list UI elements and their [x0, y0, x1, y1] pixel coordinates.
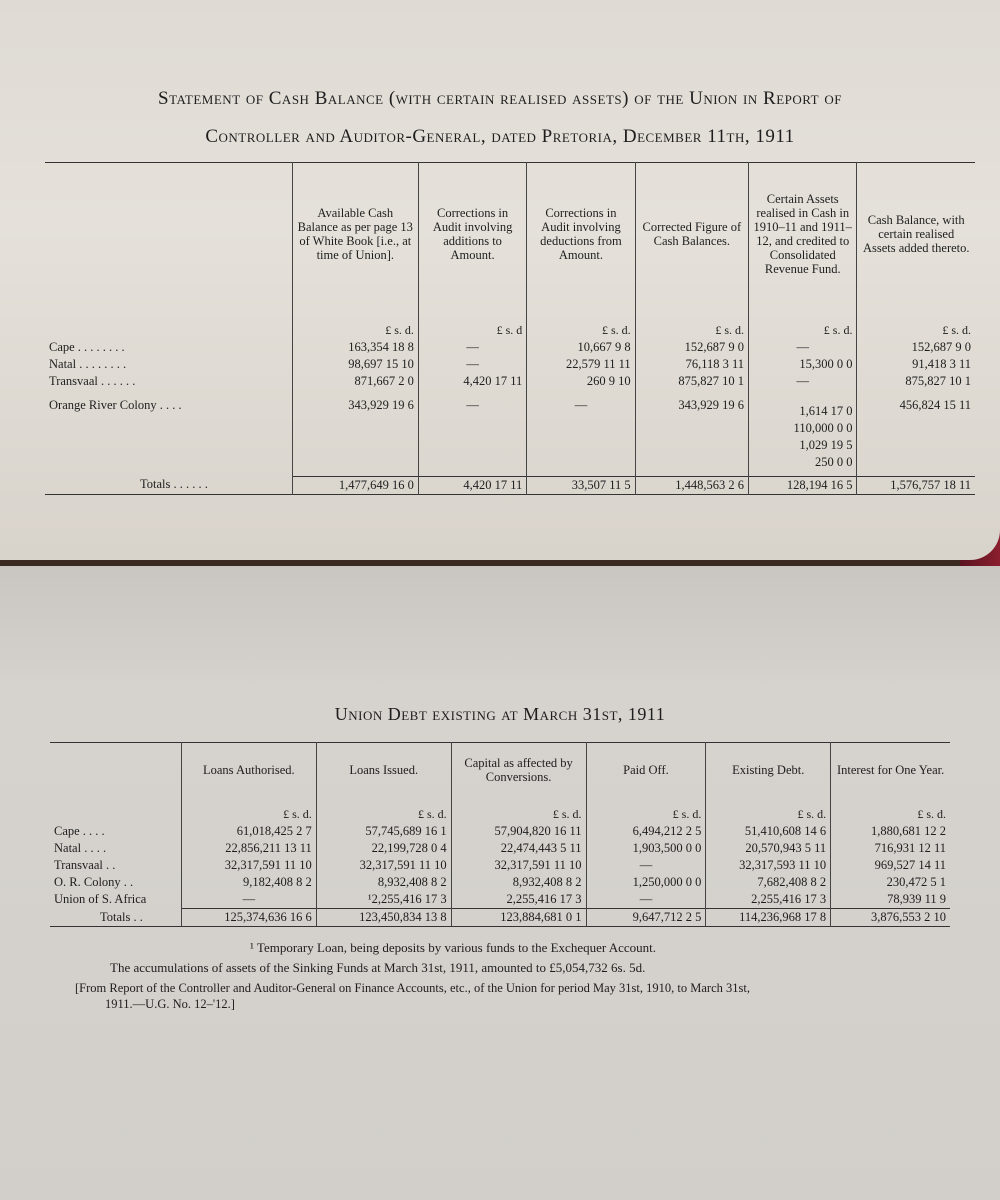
table-cell: —	[586, 857, 706, 874]
table-cell: ¹2,255,416 17 3	[316, 891, 451, 909]
row-label-transvaal: Transvaal . . . . . .	[49, 374, 136, 388]
table-cell: 1,029 19 5	[749, 437, 857, 454]
row-label-cape: Cape . . . .	[54, 824, 105, 838]
cash-table-header-row	[45, 163, 975, 306]
header-loans-authorised: Loans Authorised.	[181, 743, 316, 798]
row-label-natal: Natal . . . .	[54, 841, 107, 855]
table-cell: 20,570,943 5 11	[706, 840, 831, 857]
table-cell: —	[418, 339, 526, 356]
table-cell: 8,932,408 8 2	[316, 874, 451, 891]
table-row	[50, 857, 950, 874]
table-cell: 32,317,591 11 10	[451, 857, 586, 874]
total-cell: 1,576,757 18 11	[857, 476, 975, 494]
unit-label: £ s. d.	[292, 305, 418, 339]
table-row	[50, 823, 950, 840]
table-cell: 260 9 10	[527, 373, 635, 390]
total-cell: 123,450,834 13 8	[316, 909, 451, 927]
table-cell: —	[418, 356, 526, 373]
totals-label: Totals . . . . . .	[140, 477, 208, 492]
footnote-sinking-funds: The accumulations of assets of the Sinking Funds at March 31st, 1911, amounted to £5,054,732 6s. 5d.	[110, 960, 646, 975]
total-cell: 33,507 11 5	[527, 476, 635, 494]
table-cell: 32,317,591 11 10	[181, 857, 316, 874]
table-cell: 32,317,593 11 10	[706, 857, 831, 874]
unit-label: £ s. d.	[706, 797, 831, 823]
table-cell: 10,667 9 8	[527, 339, 635, 356]
upper-page	[0, 0, 1000, 560]
row-label-transvaal: Transvaal . .	[54, 858, 116, 872]
table-cell: 7,682,408 8 2	[706, 874, 831, 891]
table-cell: 2,255,416 17 3	[706, 891, 831, 909]
header-certain-assets: Certain Assets realised in Cash in 1910–11 and 1911–12, and credited to Consolidated Revenue Fund.	[749, 163, 857, 306]
lower-page	[0, 566, 1000, 1200]
table-cell: —	[527, 390, 635, 420]
table-cell: —	[181, 891, 316, 909]
table-cell: 57,904,820 16 11	[451, 823, 586, 840]
table-row	[50, 874, 950, 891]
unit-label: £ s. d.	[316, 797, 451, 823]
table-cell: 51,410,608 14 6	[706, 823, 831, 840]
header-corrected-figure: Corrected Figure of Cash Balances.	[635, 163, 748, 306]
total-cell: 9,647,712 2 5	[586, 909, 706, 927]
footnote-source: [From Report of the Controller and Auditor-General on Finance Accounts, etc., of the Union for period May 31st, 1910, to March 31st,	[75, 981, 750, 995]
table-cell: 2,255,416 17 3	[451, 891, 586, 909]
cash-balance-table	[45, 162, 975, 495]
table-cell: 91,418 3 11	[857, 356, 975, 373]
table-cell: 22,474,443 5 11	[451, 840, 586, 857]
table-cell: 456,824 15 11	[857, 390, 975, 420]
table-cell: 22,856,211 13 11	[181, 840, 316, 857]
header-available-cash: Available Cash Balance as per page 13 of White Book [i.e., at time of Union].	[292, 163, 418, 306]
table-cell: 110,000 0 0	[749, 420, 857, 437]
union-debt-table	[50, 742, 950, 927]
table-cell: 32,317,591 11 10	[316, 857, 451, 874]
total-cell: 1,448,563 2 6	[635, 476, 748, 494]
union-debt-title: Union Debt existing at March 31st, 1911	[334, 704, 666, 724]
debt-table-header-row	[50, 743, 950, 798]
total-cell: 125,374,636 16 6	[181, 909, 316, 927]
table-cell: 22,579 11 11	[527, 356, 635, 373]
table-row	[45, 339, 975, 356]
row-label-or-colony: O. R. Colony . .	[54, 875, 134, 889]
row-label-union-of-s-africa: Union of S. Africa	[54, 892, 147, 907]
debt-units-row	[50, 797, 950, 823]
table-cell: —	[749, 373, 857, 390]
table-row	[50, 840, 950, 857]
table-cell: —	[586, 891, 706, 909]
header-cash-balance-with-assets: Cash Balance, with certain realised Assets added thereto.	[857, 163, 975, 306]
table-row	[50, 891, 950, 909]
table-cell: 98,697 15 10	[292, 356, 418, 373]
totals-label: Totals . .	[100, 909, 143, 924]
unit-label: £ s. d.	[857, 305, 975, 339]
table-cell: 152,687 9 0	[635, 339, 748, 356]
totals-row	[50, 909, 950, 927]
table-row	[45, 454, 975, 476]
table-row	[45, 390, 975, 420]
table-cell: 875,827 10 1	[635, 373, 748, 390]
table-cell: 78,939 11 9	[831, 891, 950, 909]
header-corrections-additions: Corrections in Audit involving additions to Amount.	[418, 163, 526, 306]
unit-label: £ s. d	[418, 305, 526, 339]
totals-row	[45, 476, 975, 494]
header-paid-off: Paid Off.	[586, 743, 706, 798]
table-cell: 969,527 14 11	[831, 857, 950, 874]
total-cell: 1,477,649 16 0	[292, 476, 418, 494]
table-cell: 163,354 18 8	[292, 339, 418, 356]
header-existing-debt: Existing Debt.	[706, 743, 831, 798]
table-row	[45, 373, 975, 390]
table-cell: 343,929 19 6	[635, 390, 748, 420]
table-cell: 716,931 12 11	[831, 840, 950, 857]
table-cell: 4,420 17 11	[418, 373, 526, 390]
table-cell: 343,929 19 6	[292, 390, 418, 420]
table-cell: 22,199,728 0 4	[316, 840, 451, 857]
total-cell: 3,876,553 2 10	[831, 909, 950, 927]
unit-label: £ s. d.	[586, 797, 706, 823]
table-row	[45, 437, 975, 454]
cash-units-row	[45, 305, 975, 339]
total-cell: 123,884,681 0 1	[451, 909, 586, 927]
unit-label: £ s. d.	[831, 797, 950, 823]
table-cell: 61,018,425 2 7	[181, 823, 316, 840]
row-label-natal: Natal . . . . . . . .	[49, 357, 127, 371]
table-cell: —	[418, 390, 526, 420]
table-cell: 76,118 3 11	[635, 356, 748, 373]
table-row	[45, 420, 975, 437]
table-cell: —	[749, 339, 857, 356]
cash-balance-title-line1: Statement of Cash Balance (with certain realised assets) of the Union in Report of	[158, 88, 842, 109]
header-loans-issued: Loans Issued.	[316, 743, 451, 798]
row-label-cape: Cape . . . . . . . .	[49, 340, 125, 354]
table-cell: 250 0 0	[749, 454, 857, 476]
table-cell: 9,182,408 8 2	[181, 874, 316, 891]
unit-label: £ s. d.	[527, 305, 635, 339]
table-row	[45, 356, 975, 373]
unit-label: £ s. d.	[749, 305, 857, 339]
table-cell: 15,300 0 0	[749, 356, 857, 373]
table-cell: 871,667 2 0	[292, 373, 418, 390]
unit-label: £ s. d.	[181, 797, 316, 823]
table-cell: 6,494,212 2 5	[586, 823, 706, 840]
table-cell: 1,880,681 12 2	[831, 823, 950, 840]
total-cell: 128,194 16 5	[749, 476, 857, 494]
table-cell: 8,932,408 8 2	[451, 874, 586, 891]
table-cell: 1,250,000 0 0	[586, 874, 706, 891]
table-cell: 152,687 9 0	[857, 339, 975, 356]
unit-label: £ s. d.	[451, 797, 586, 823]
total-cell: 4,420 17 11	[418, 476, 526, 494]
total-cell: 114,236,968 17 8	[706, 909, 831, 927]
table-cell: 875,827 10 1	[857, 373, 975, 390]
header-blank	[45, 163, 292, 306]
table-cell: 1,903,500 0 0	[586, 840, 706, 857]
unit-label: £ s. d.	[635, 305, 748, 339]
cash-balance-title-line2: Controller and Auditor-General, dated Pretoria, December 11th, 1911	[205, 126, 795, 147]
table-cell: 57,745,689 16 1	[316, 823, 451, 840]
table-cell: 1,614 17 0	[749, 390, 857, 420]
footnote-temporary-loan: ¹ Temporary Loan, being deposits by various funds to the Exchequer Account.	[250, 940, 657, 955]
header-capital-conversions: Capital as affected by Conversions.	[451, 743, 586, 798]
footnote-source-ref: 1911.—U.G. No. 12–'12.]	[105, 997, 235, 1011]
row-label-orange-river-colony: Orange River Colony . . . .	[49, 397, 182, 412]
header-interest: Interest for One Year.	[831, 743, 950, 798]
header-blank	[50, 743, 181, 798]
table-cell: 230,472 5 1	[831, 874, 950, 891]
header-corrections-deductions: Corrections in Audit involving deductions from Amount.	[527, 163, 635, 306]
